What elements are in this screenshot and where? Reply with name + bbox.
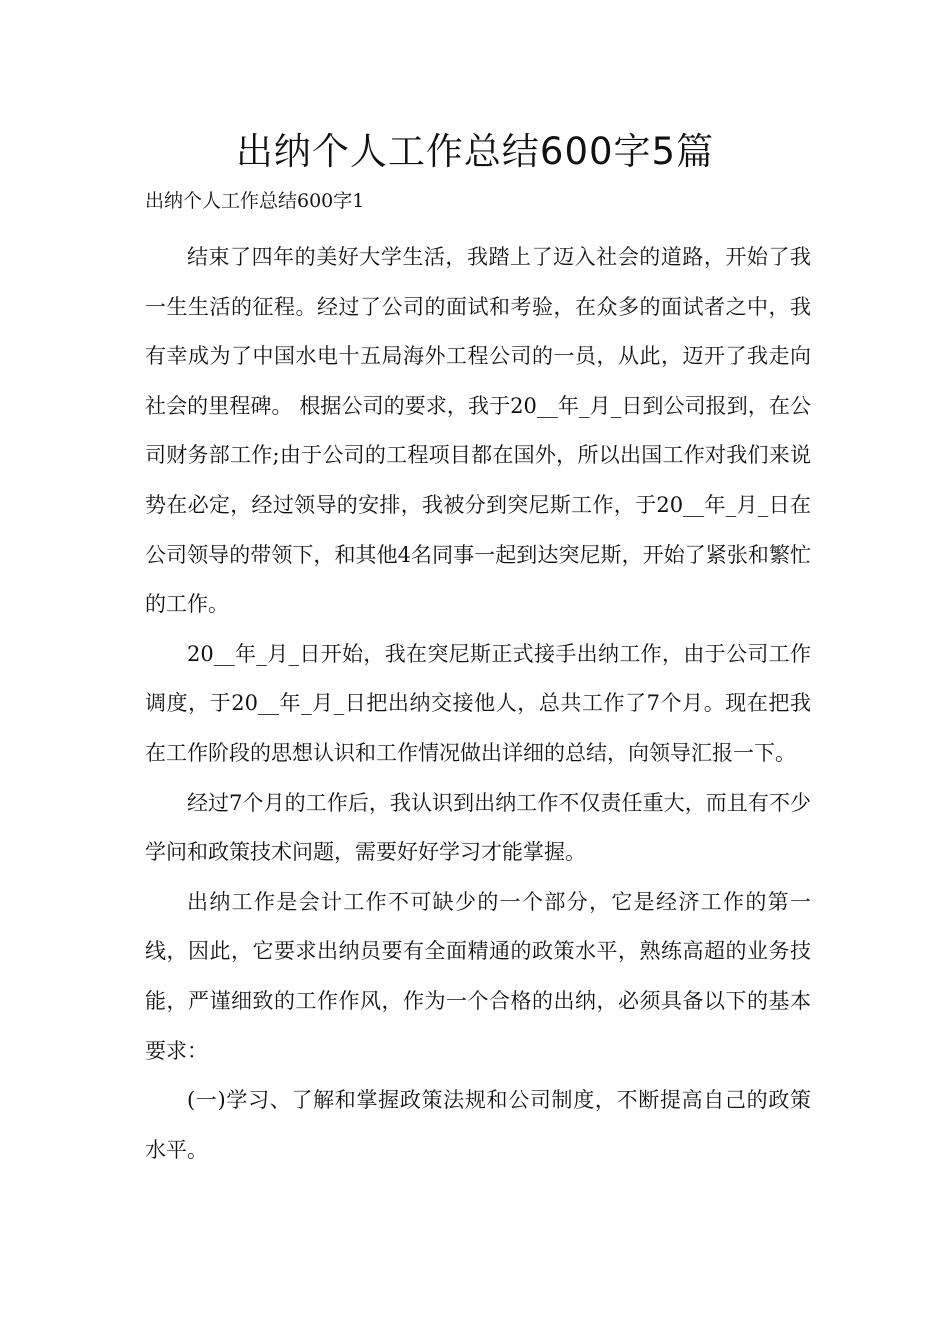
paragraph: 出纳工作是会计工作不可缺少的一个部分，它是经济工作的第一线，因此，它要求出纳员要有全面精通的政策水平，熟练高超的业务技能，严谨细致的工作作风，作为一个合格的出纳，必须具备以下的基本要求：	[145, 889, 811, 1063]
document-title: 出纳个人工作总结600字5篇	[235, 130, 715, 173]
paragraph: 经过7个月的工作后，我认识到出纳工作不仅责任重大，而且有不少学问和政策技术问题，需要好好学习才能掌握。	[145, 790, 811, 865]
section-heading: 出纳个人工作总结600字1	[145, 190, 365, 212]
paragraph: (一)学习、了解和掌握政策法规和公司制度，不断提高自己的政策水平。	[145, 1088, 811, 1162]
paragraph: 结束了四年的美好大学生活，我踏上了迈入社会的道路，开始了我一生生活的征程。经过了公司的面试和考验，在众多的面试者之中，我有幸成为了中国水电十五局海外工程公司的一员，从此，迈开了我走向社会的里程碑。 根据公司的要求，我于20__年_月_日到公司报到，在公司财务部工作;由于公司的工程项目都在国外，所以出国工作对我们来说势在必定，经过领导的安排，我被分到突尼斯工作，于20__年_月_日在公司领导的带领下，和其他4名同事一起到达突尼斯，开始了紧张和繁忙的工作。	[145, 245, 811, 617]
document-body	[145, 233, 811, 1175]
paragraph: 20__年_月_日开始，我在突尼斯正式接手出纳工作，由于公司工作调度，于20__年_月_日把出纳交接他人，总共工作了7个月。现在把我在工作阶段的思想认识和工作情况做出详细的总结，向领导汇报一下。	[145, 641, 811, 765]
